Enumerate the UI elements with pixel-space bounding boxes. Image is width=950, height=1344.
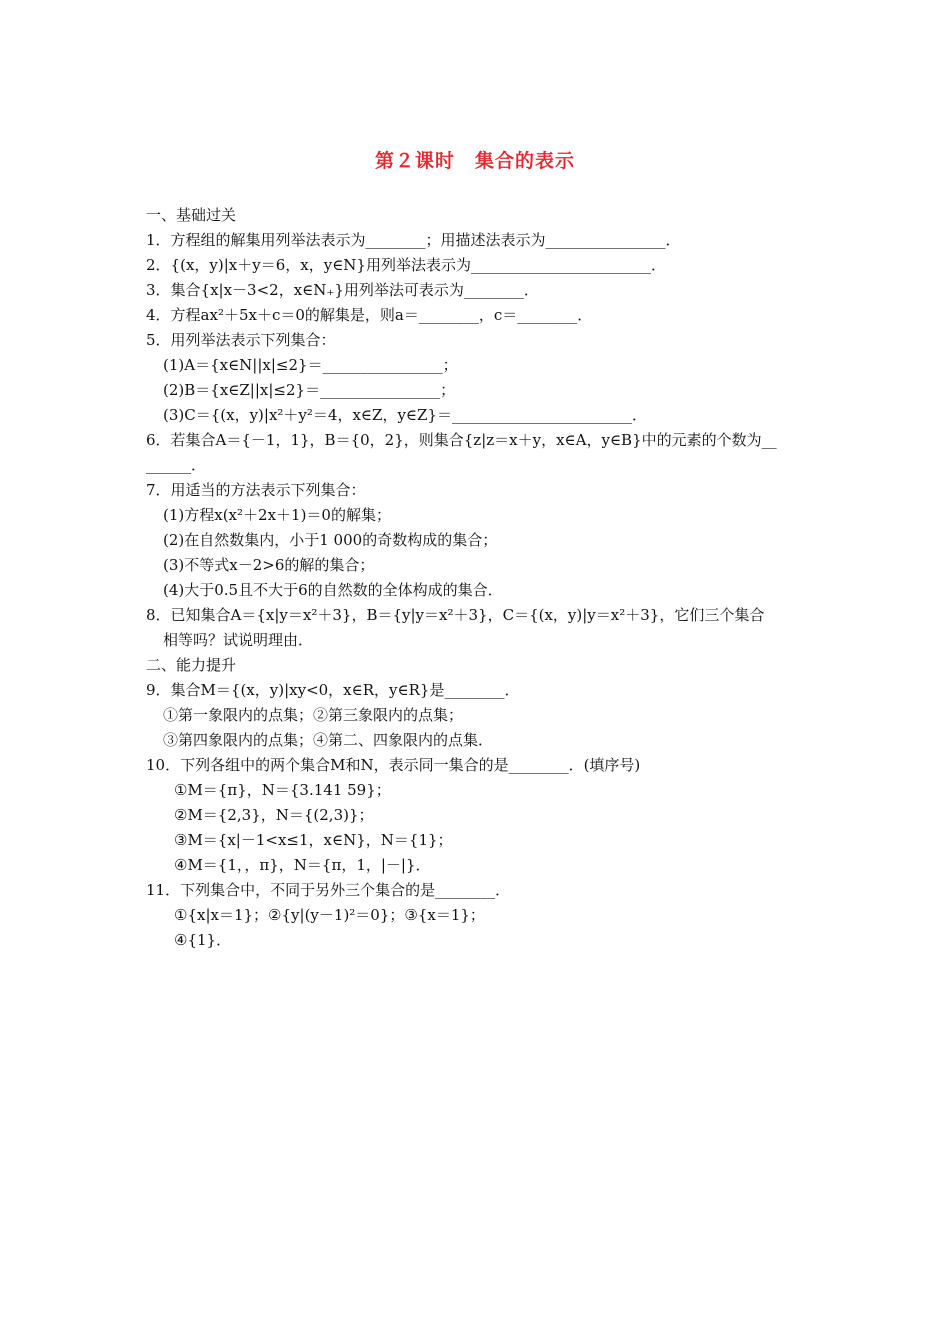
section-heading: 二、能力提升: [146, 656, 237, 674]
question-5-part-2: (2)B＝{x∈Z||x|≤2}＝________________；: [163, 381, 456, 399]
question-9: 9．集合M＝{(x，y)|xy<0，x∈R，y∈R}是________．: [146, 681, 520, 699]
question-7: 7．用适当的方法表示下列集合：: [146, 481, 366, 499]
question-6-continued: ______．: [146, 456, 207, 474]
question-4: 4．方程ax²＋5x＋c＝0的解集是，则a＝________，c＝________．: [146, 306, 593, 324]
question-9-options: ①第一象限内的点集；②第三象限内的点集；: [163, 706, 464, 724]
question-7-part-2: (2)在自然数集内，小于1 000的奇数构成的集合；: [163, 531, 498, 549]
question-7-part-3: (3)不等式x－2>6的解的集合；: [163, 556, 375, 574]
question-10-option: ①M＝{π}，N＝{3.141 59}；: [174, 781, 391, 799]
question-7-part-1: (1)方程x(x²＋2x＋1)＝0的解集；: [163, 506, 391, 524]
question-11-options: ④{1}．: [174, 931, 232, 949]
question-5-part-3: (3)C＝{(x，y)|x²＋y²＝4，x∈Z，y∈Z}＝________________________．: [163, 406, 647, 424]
question-5-part-1: (1)A＝{x∈N||x|≤2}＝________________；: [163, 356, 458, 374]
question-9-options: ③第四象限内的点集；④第二、四象限内的点集．: [163, 731, 494, 749]
worksheet-body: [146, 203, 816, 953]
question-2: 2．{(x，y)|x＋y＝6，x，y∈N}用列举法表示为________________________．: [146, 256, 666, 274]
question-10-option: ②M＝{2,3}，N＝{(2,3)}；: [174, 806, 374, 824]
question-1: 1．方程组的解集用列举法表示为________；用描述法表示为________________．: [146, 231, 681, 249]
section-heading: 一、基础过关: [146, 206, 237, 224]
question-11: 11．下列集合中，不同于另外三个集合的是________．: [146, 881, 511, 899]
question-8: 8．已知集合A＝{x|y＝x²＋3}，B＝{y|y＝x²＋3}，C＝{(x，y)|y＝x²＋3}，它们三个集合: [146, 606, 765, 624]
question-10: 10．下列各组中的两个集合M和N，表示同一集合的是________．(填序号): [146, 756, 641, 774]
question-6: 6．若集合A＝{－1，1}，B＝{0，2}，则集合{z|z＝x＋y，x∈A，y∈B}中的元素的个数为__: [146, 431, 777, 449]
question-7-part-4: (4)大于0.5且不大于6的自然数的全体构成的集合．: [163, 581, 503, 599]
question-5: 5．用列举法表示下列集合：: [146, 331, 336, 349]
question-3: 3．集合{x|x－3<2，x∈N₊}用列举法可表示为________．: [146, 281, 539, 299]
question-11-options: ①{x|x＝1}；②{y|(y－1)²＝0}；③{x＝1}；: [174, 906, 485, 924]
question-10-option: ③M＝{x|－1<x≤1，x∈N}，N＝{1}；: [174, 831, 453, 849]
page-title: 第２课时 集合的表示: [374, 150, 575, 172]
question-10-option: ④M＝{1，，π}，N＝{π，1，|－|}．: [174, 856, 431, 874]
question-8-continued: 相等吗？试说明理由．: [163, 631, 314, 649]
